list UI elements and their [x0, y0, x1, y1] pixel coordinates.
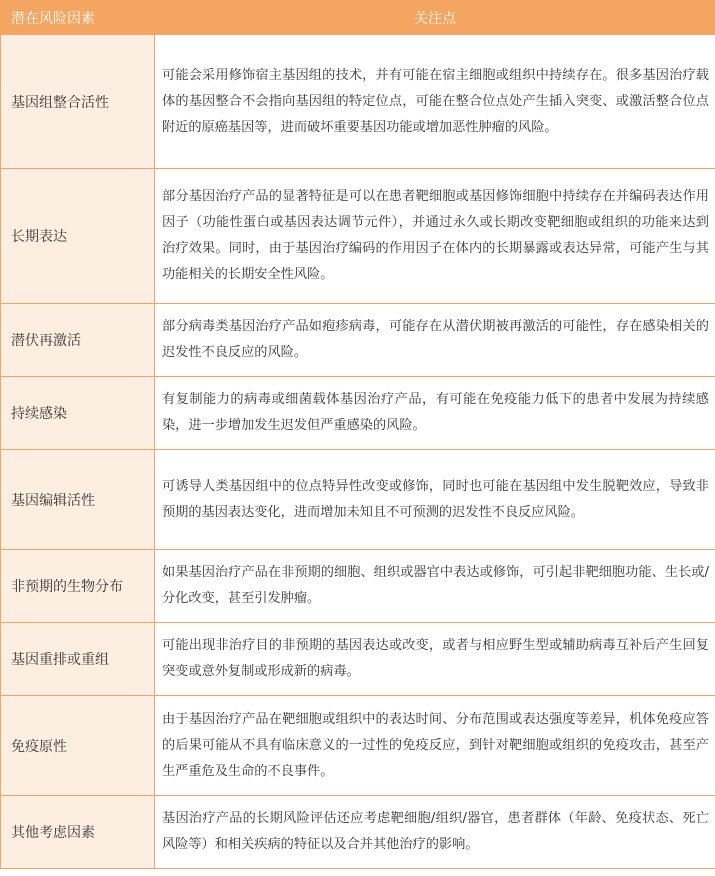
risk-factor-cell: 基因重排或重组: [1, 623, 155, 696]
concern-cell: 部分病毒类基因治疗产品如疱疹病毒，可能存在从潜伏期被再激活的可能性，存在感染相关的迟发性不良反应的风险。: [155, 304, 715, 377]
risk-factor-cell: 基因组整合活性: [1, 35, 155, 169]
risk-factor-cell: 潜伏再激活: [1, 304, 155, 377]
table-row: [1, 450, 715, 550]
table-row: [1, 696, 715, 796]
risk-factor-cell: 长期表达: [1, 169, 155, 304]
concern-cell: 基因治疗产品的长期风险评估还应考虑靶细胞/组织/器官，患者群体（年龄、免疫状态、死亡风险等）和相关疾病的特征以及合并其他治疗的影响。: [155, 796, 715, 869]
concern-cell: 由于基因治疗产品在靶细胞或组织中的表达时间、分布范围或表达强度等差异，机体免疫应答的后果可能从不具有临床意义的一过性的免疫反应，到针对靶细胞或组织的免疫攻击，甚至产生严重危及生命的不良事件。: [155, 696, 715, 796]
risk-factor-cell: 其他考虑因素: [1, 796, 155, 869]
risk-factor-cell: 免疫原性: [1, 696, 155, 796]
table-row: [1, 169, 715, 304]
concern-cell: 可能出现非治疗目的非预期的基因表达或改变，或者与相应野生型或辅助病毒互补后产生回复突变或意外复制或形成新的病毒。: [155, 623, 715, 696]
risk-factor-cell: 基因编辑活性: [1, 450, 155, 550]
table-row: [1, 623, 715, 696]
header-risk-factor: 潜在风险因素: [1, 1, 155, 35]
table-row: [1, 377, 715, 450]
table-row: [1, 550, 715, 623]
concern-cell: 有复制能力的病毒或细菌载体基因治疗产品，有可能在免疫能力低下的患者中发展为持续感染，进一步增加发生迟发但严重感染的风险。: [155, 377, 715, 450]
risk-factor-cell: 持续感染: [1, 377, 155, 450]
table-row: [1, 35, 715, 169]
header-concern: 关注点: [155, 1, 715, 35]
table-row: [1, 796, 715, 869]
concern-cell: 可能会采用修饰宿主基因组的技术，并有可能在宿主细胞或组织中持续存在。很多基因治疗载体的基因整合不会指向基因组的特定位点，可能在整合位点处产生插入突变、或激活整合位点附近的原癌基因等，进而破坏重要基因功能或增加恶性肿瘤的风险。: [155, 35, 715, 169]
concern-cell: 可诱导人类基因组中的位点特异性改变或修饰，同时也可能在基因组中发生脱靶效应，导致非预期的基因表达变化，进而增加未知且不可预测的迟发性不良反应风险。: [155, 450, 715, 550]
header-row: [1, 1, 715, 35]
table-row: [1, 304, 715, 377]
concern-cell: 部分基因治疗产品的显著特征是可以在患者靶细胞或基因修饰细胞中持续存在并编码表达作用因子（功能性蛋白或基因表达调节元件），并通过永久或长期改变靶细胞或组织的功能来达到治疗效果。同时，由于基因治疗编码的作用因子在体内的长期暴露或表达异常，可能产生与其功能相关的长期安全性风险。: [155, 169, 715, 304]
risk-factor-cell: 非预期的生物分布: [1, 550, 155, 623]
concern-cell: 如果基因治疗产品在非预期的细胞、组织或器官中表达或修饰，可引起非靶细胞功能、生长或/分化改变，甚至引发肿瘤。: [155, 550, 715, 623]
